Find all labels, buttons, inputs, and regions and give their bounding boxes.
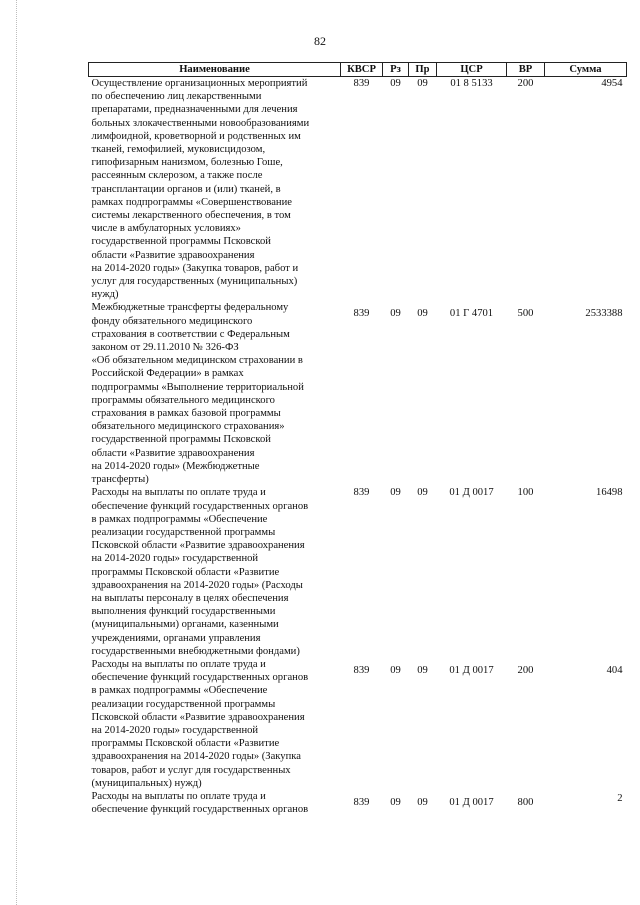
header-csr: ЦСР xyxy=(437,63,507,77)
header-pr: Пр xyxy=(409,63,437,77)
row-sum: 2533388 xyxy=(585,308,623,320)
table-row xyxy=(89,486,627,658)
row-rz: 09 xyxy=(390,487,401,499)
row-kvsr: 839 xyxy=(353,308,370,320)
row-csr: 01 8 5133 xyxy=(450,78,493,89)
row-pr: 09 xyxy=(417,796,428,808)
table-row xyxy=(89,301,627,486)
header-rz: Рз xyxy=(383,63,409,77)
header-kvsr: КВСР xyxy=(341,63,383,77)
row-pr: 09 xyxy=(417,78,428,89)
row-sum: 16498 xyxy=(596,487,623,499)
row-pr: 09 xyxy=(417,308,428,320)
row-csr: 01 Д 0017 xyxy=(449,796,494,808)
row-vr: 500 xyxy=(517,308,534,320)
header-sum: Сумма xyxy=(545,63,627,77)
row-rz: 09 xyxy=(390,664,401,676)
row-kvsr: 839 xyxy=(353,796,370,808)
page-number: 82 xyxy=(314,34,326,48)
row-vr: 100 xyxy=(517,487,534,499)
budget-table xyxy=(88,62,627,816)
table-row xyxy=(89,790,627,816)
table-row xyxy=(89,77,627,302)
row-name: Расходы на выплаты по оплате труда и обеспечение функций государственных органов xyxy=(91,790,309,816)
row-kvsr: 839 xyxy=(353,664,370,676)
row-csr: 01 Д 0017 xyxy=(449,664,494,676)
row-vr: 200 xyxy=(517,78,534,89)
header-name: Наименование xyxy=(89,63,341,77)
row-pr: 09 xyxy=(417,487,428,499)
scan-margin-line xyxy=(16,0,17,905)
row-rz: 09 xyxy=(390,308,401,320)
table-header-row xyxy=(89,63,627,77)
row-kvsr: 839 xyxy=(353,487,370,499)
row-rz: 09 xyxy=(390,78,401,89)
header-vr: ВР xyxy=(507,63,545,77)
row-kvsr: 839 xyxy=(353,78,370,89)
row-vr: 800 xyxy=(517,796,534,808)
row-sum: 2 xyxy=(617,792,623,804)
row-name: Осуществление организационных мероприятий по обеспечению лиц лекарственными препаратами, предназначенными для лечения больных злокачественными новообразованиями лимфоидной, кроветворной и родственных им тканей, гемофилией, муковисцидозом, гипофизарным нанизмом, болезнью Гоше, рассеянным склерозом, а также после трансплантации органов и (или) тканей, в рамках подпрограммы «Совершенствование системы лекарственного обеспечения, в том числе в амбулаторных условиях» государственной программы Псковской области «Развитие здравоохранения на 2014-2020 годы» (Закупка товаров, работ и услуг для государственных (муниципальных) нужд) xyxy=(91,78,310,301)
row-sum: 404 xyxy=(606,664,623,676)
row-csr: 01 Д 0017 xyxy=(449,487,494,499)
row-pr: 09 xyxy=(417,664,428,676)
row-rz: 09 xyxy=(390,796,401,808)
row-name: Расходы на выплаты по оплате труда и обеспечение функций государственных органов в рамках подпрограммы «Обеспечение реализации государственной программы Псковской области «Развитие здравоохранения на 2014-2020 годы» государственной программы Псковской области «Развитие здравоохранения на 2014-2020 годы» (Расходы на выплаты персоналу в целях обеспечения выполнения функций государственными (муниципальными) органами, казенными учреждениями, органами управления государственными внебюджетными фондами) xyxy=(91,487,309,657)
row-csr: 01 Г 4701 xyxy=(449,308,494,320)
table-row xyxy=(89,658,627,790)
row-sum: 4954 xyxy=(601,78,623,89)
row-name: Межбюджетные трансферты федеральному фонду обязательного медицинского страхования в соответствии с Федеральным законом от 29.11.2010 № 326-ФЗ «Об обязательном медицинском страховании в Российской Федерации» в рамках подпрограммы «Выполнение территориальной программы обязательного медицинского страхования в рамках базовой программы обязательного медицинского страхования» государственной программы Псковской области «Развитие здравоохранения на 2014-2020 годы» (Межбюджетные трансферты) xyxy=(91,302,304,486)
row-name: Расходы на выплаты по оплате труда и обеспечение функций государственных органов в рамках подпрограммы «Обеспечение реализации государственной программы Псковской области «Развитие здравоохранения на 2014-2020 годы» государственной программы Псковской области «Развитие здравоохранения на 2014-2020 годы» (Закупка товаров, работ и услуг для государственных (муниципальных) нужд) xyxy=(91,658,309,789)
row-vr: 200 xyxy=(517,664,534,676)
